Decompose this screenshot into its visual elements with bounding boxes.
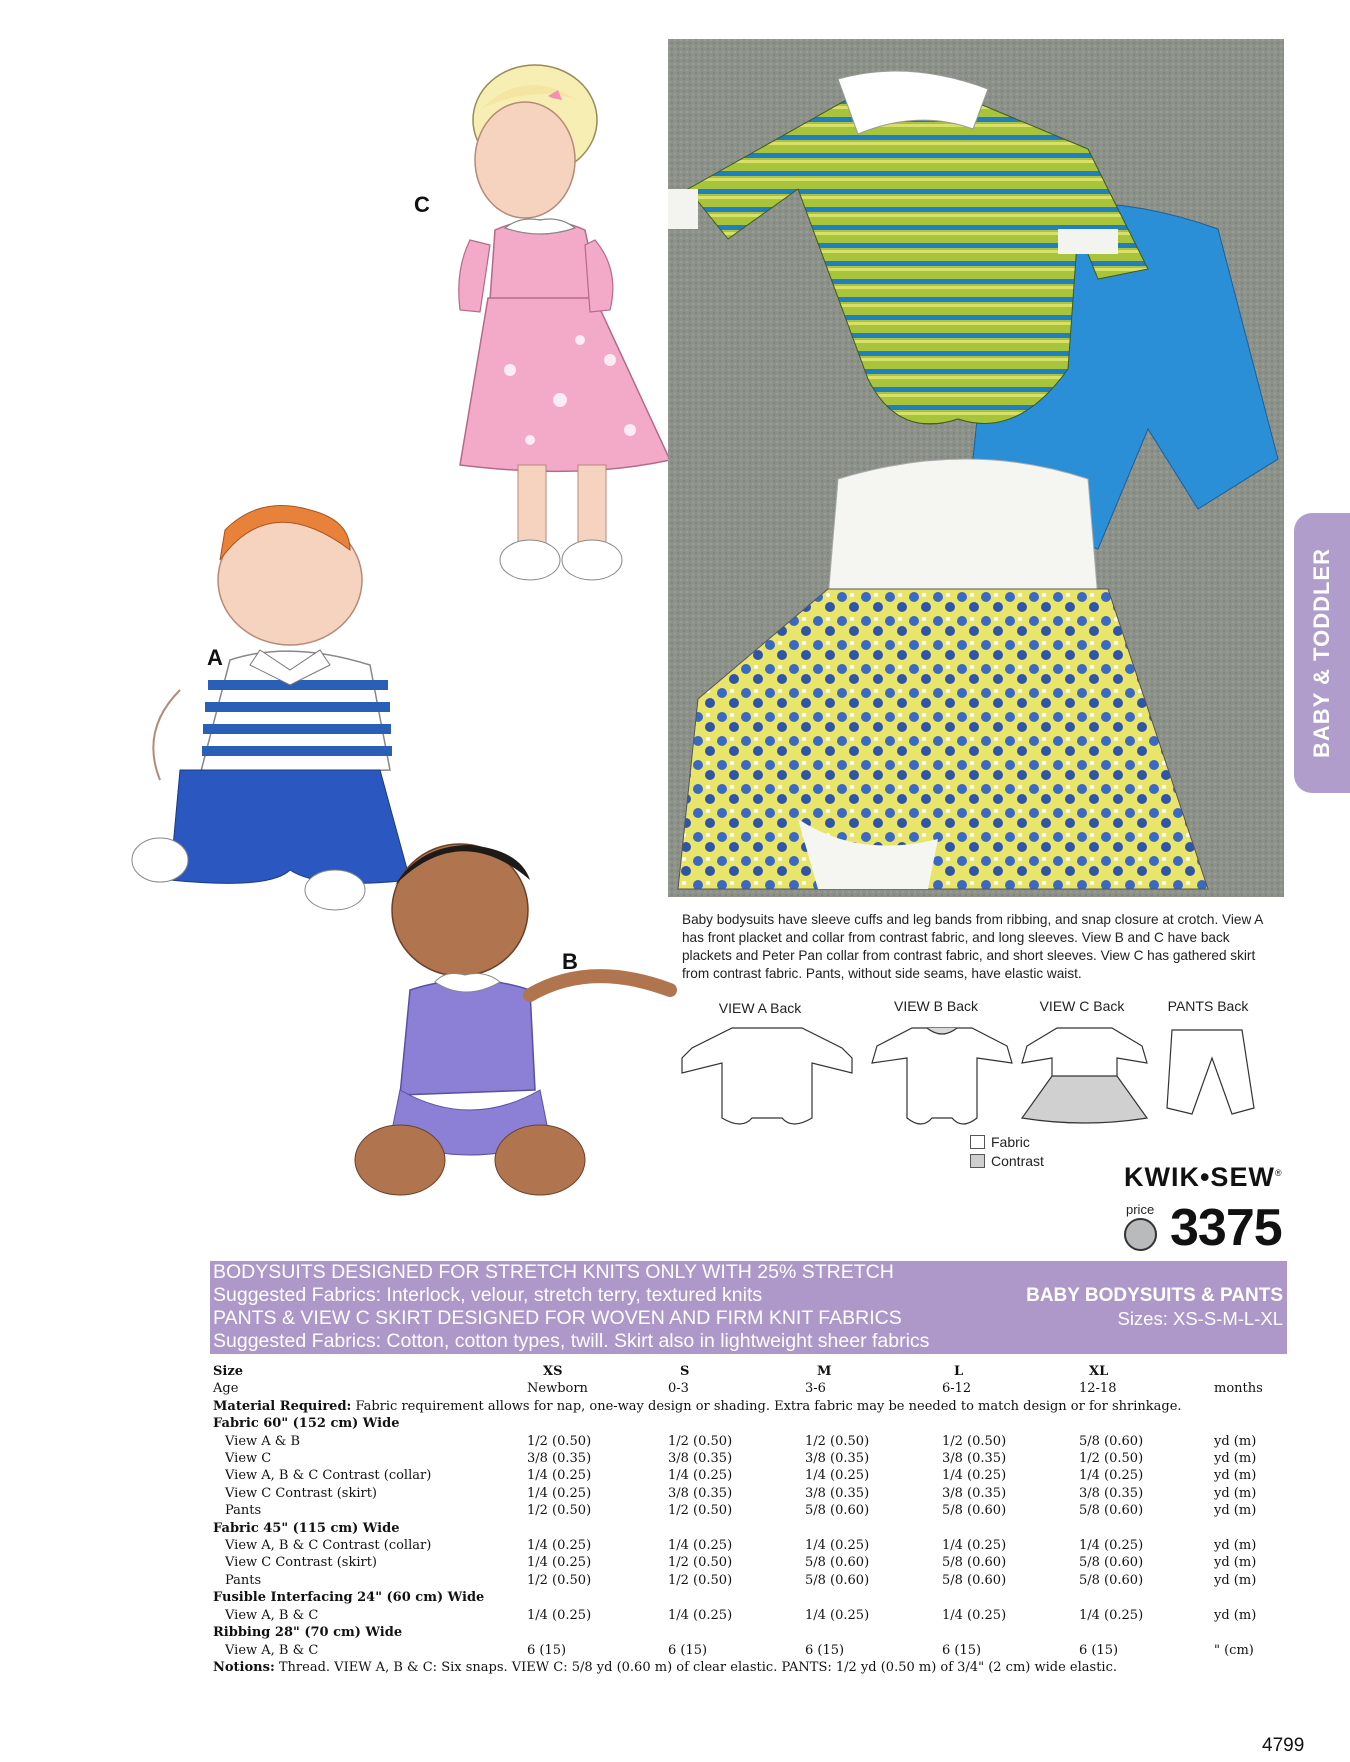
yardage-cell: 5/8 (0.60) — [1079, 1433, 1144, 1449]
pants-back-drawing — [1167, 1030, 1254, 1114]
yardage-cell: 5/8 (0.60) — [805, 1572, 870, 1588]
view-c-back-drawing — [1022, 1028, 1147, 1123]
yardage-cell: 3/8 (0.35) — [942, 1451, 1007, 1467]
banner-title-block — [1026, 1284, 1283, 1330]
notions-text: Thread. VIEW A, B & C: Six snaps. VIEW C: 5/8 yd (0.60 m) of clear elastic. PANTS: 1/2 yd (0.50 m) of 3/4" (2 cm) wide elastic. — [278, 1659, 1117, 1675]
table-row — [213, 1642, 1314, 1659]
yardage-cell: 6 (15) — [527, 1642, 567, 1658]
yardage-cell: 1/4 (0.25) — [668, 1468, 733, 1484]
yardage-cell: 3/8 (0.35) — [942, 1485, 1007, 1501]
unit-cell: yd (m) — [1214, 1468, 1257, 1484]
view-c-back-label: VIEW C Back — [1039, 998, 1125, 1014]
yardage-cell: 6 (15) — [1079, 1642, 1119, 1658]
yardage-cell: 1/2 (0.50) — [527, 1503, 592, 1519]
yardage-cell: 1/2 (0.50) — [527, 1572, 592, 1588]
category-tab-label: BABY & TODDLER — [1309, 548, 1334, 758]
view-a-back-label: VIEW A Back — [718, 1000, 802, 1016]
brand-mark: ® — [1274, 1168, 1283, 1178]
legend-contrast — [970, 1153, 1044, 1169]
size-cell: M — [817, 1364, 832, 1379]
back-view-drawings — [672, 1018, 1292, 1138]
table-row — [213, 1485, 1314, 1502]
age-unit: months — [1214, 1381, 1263, 1397]
row-label: Pants — [225, 1503, 262, 1519]
section-title: Fabric 60" (152 cm) Wide — [213, 1416, 400, 1432]
age-cell: Newborn — [527, 1381, 588, 1397]
garment-photo — [668, 39, 1284, 897]
yardage-cell: 1/4 (0.25) — [527, 1555, 592, 1571]
table-row — [213, 1537, 1314, 1554]
yardage-cell: 5/8 (0.60) — [1079, 1555, 1144, 1571]
yardage-cell: 5/8 (0.60) — [1079, 1503, 1144, 1519]
row-label: Pants — [225, 1572, 262, 1588]
yardage-cell: 1/2 (0.50) — [668, 1572, 733, 1588]
contrast-swatch — [970, 1154, 985, 1168]
age-label: Age — [213, 1381, 239, 1397]
view-b-illustration — [340, 830, 680, 1250]
legend-fabric-label: Fabric — [991, 1134, 1030, 1150]
section-header-row — [213, 1624, 1314, 1641]
yardage-cell: 1/4 (0.25) — [805, 1538, 870, 1554]
notions-row — [213, 1659, 1314, 1676]
yardage-cell: 1/2 (0.50) — [668, 1555, 733, 1571]
yardage-cell: 1/4 (0.25) — [527, 1468, 592, 1484]
size-label: Size — [213, 1364, 243, 1379]
row-label: View A & B — [225, 1433, 301, 1449]
unit-cell: yd (m) — [1214, 1555, 1257, 1571]
yardage-cell: 1/4 (0.25) — [668, 1607, 733, 1623]
yardage-cell: 6 (15) — [942, 1642, 982, 1658]
banner-fabric-info — [213, 1261, 929, 1353]
age-cell: 0-3 — [668, 1381, 689, 1397]
yardage-cell: 5/8 (0.60) — [805, 1555, 870, 1571]
row-label: View C Contrast (skirt) — [225, 1555, 378, 1571]
view-c-letter: C — [414, 192, 430, 217]
section-header-row — [213, 1520, 1314, 1537]
yardage-cell: 3/8 (0.35) — [668, 1485, 733, 1501]
yardage-cell: 3/8 (0.35) — [805, 1451, 870, 1467]
pattern-description: Baby bodysuits have sleeve cuffs and leg bands from ribbing, and snap closure at crotch. View A has front placket and collar from contrast fabric, and long sleeves. View B and C have back plackets and Peter Pan collar from contrast fabric, and short sleeves. View C has gathered skirt from contrast fabric. Pants, without side seams, have elastic waist. — [682, 912, 1263, 981]
table-row — [213, 1450, 1314, 1467]
unit-cell: yd (m) — [1214, 1485, 1257, 1501]
unit-cell: yd (m) — [1214, 1433, 1257, 1449]
row-label: View A, B & C Contrast (collar) — [225, 1468, 432, 1484]
yardage-cell: 1/4 (0.25) — [805, 1607, 870, 1623]
price-label: price — [1126, 1202, 1155, 1217]
legend-contrast-label: Contrast — [991, 1153, 1044, 1169]
pattern-title: BABY BODYSUITS & PANTS — [1026, 1285, 1283, 1306]
table-row — [213, 1554, 1314, 1571]
brand-name: KWIK•SEW — [1124, 1162, 1275, 1192]
size-cell: XS — [543, 1364, 563, 1379]
yardage-cell: 6 (15) — [668, 1642, 708, 1658]
legend-fabric — [970, 1134, 1044, 1150]
fabric-banner — [210, 1261, 1287, 1354]
yardage-cell: 1/2 (0.50) — [805, 1433, 870, 1449]
section-title: Fabric 45" (115 cm) Wide — [213, 1520, 400, 1536]
yardage-cell: 1/4 (0.25) — [942, 1468, 1007, 1484]
legend — [970, 1134, 1044, 1169]
section-header-row — [213, 1415, 1314, 1432]
table-row — [213, 1572, 1314, 1589]
pattern-number: 3375 — [1170, 1199, 1282, 1257]
yardage-table — [213, 1363, 1314, 1676]
material-note: Fabric requirement allows for nap, one-way design or shading. Extra fabric may be needed to match design or for shrinkage. — [355, 1398, 1182, 1414]
yardage-cell: 5/8 (0.60) — [942, 1572, 1007, 1588]
yardage-cell: 3/8 (0.35) — [1079, 1485, 1144, 1501]
view-b-letter: B — [562, 949, 578, 974]
material-label: Material Required: — [213, 1398, 352, 1414]
garment-photo-image — [668, 39, 1284, 897]
unit-cell: yd (m) — [1214, 1451, 1257, 1467]
unit-cell: yd (m) — [1214, 1572, 1257, 1588]
size-cell: L — [954, 1364, 964, 1379]
yardage-cell: 3/8 (0.35) — [805, 1485, 870, 1501]
yardage-cell: 1/4 (0.25) — [942, 1538, 1007, 1554]
yardage-cell: 5/8 (0.60) — [942, 1555, 1007, 1571]
view-b-back-drawing — [872, 1028, 1012, 1124]
yardage-cell: 1/2 (0.50) — [527, 1433, 592, 1449]
row-label: View A, B & C — [225, 1642, 319, 1658]
yardage-cell: 1/4 (0.25) — [527, 1538, 592, 1554]
size-row — [213, 1363, 1314, 1380]
unit-cell: yd (m) — [1214, 1607, 1257, 1623]
yardage-cell: 1/4 (0.25) — [527, 1485, 592, 1501]
size-cell: S — [680, 1364, 690, 1379]
pattern-sizes: Sizes: XS-S-M-L-XL — [1117, 1308, 1283, 1329]
table-row — [213, 1502, 1314, 1519]
row-label: View A, B & C Contrast (collar) — [225, 1538, 432, 1554]
row-label: View C Contrast (skirt) — [225, 1485, 378, 1501]
size-cell: XL — [1089, 1364, 1109, 1379]
age-cell: 3-6 — [805, 1381, 826, 1397]
yardage-cell: 1/2 (0.50) — [668, 1503, 733, 1519]
yardage-cell: 1/2 (0.50) — [1079, 1451, 1144, 1467]
unit-cell: yd (m) — [1214, 1503, 1257, 1519]
row-label: View A, B & C — [225, 1607, 319, 1623]
yardage-cell: 1/4 (0.25) — [805, 1468, 870, 1484]
unit-cell: " (cm) — [1214, 1642, 1254, 1658]
view-b-back-label: VIEW B Back — [893, 998, 979, 1014]
unit-cell: yd (m) — [1214, 1538, 1257, 1554]
brand-logo — [1124, 1162, 1283, 1193]
yardage-cell: 1/2 (0.50) — [942, 1433, 1007, 1449]
yardage-cell: 3/8 (0.35) — [668, 1451, 733, 1467]
yardage-cell: 6 (15) — [805, 1642, 845, 1658]
yardage-cell: 1/4 (0.25) — [1079, 1468, 1144, 1484]
yardage-cell: 5/8 (0.60) — [942, 1503, 1007, 1519]
category-tab — [1294, 513, 1350, 793]
yardage-cell: 1/4 (0.25) — [942, 1607, 1007, 1623]
section-title: Fusible Interfacing 24" (60 cm) Wide — [213, 1590, 485, 1606]
banner-line-2: Suggested Fabrics: Interlock, velour, stretch terry, textured knits — [213, 1284, 763, 1306]
view-a-back-drawing — [682, 1028, 852, 1124]
page-number: 4799 — [1262, 1735, 1305, 1756]
yardage-cell: 1/4 (0.25) — [668, 1538, 733, 1554]
material-row — [213, 1398, 1314, 1415]
fabric-swatch — [970, 1135, 985, 1149]
banner-line-3: PANTS & VIEW C SKIRT DESIGNED FOR WOVEN AND FIRM KNIT FABRICS — [213, 1307, 902, 1329]
pants-back-label: PANTS Back — [1167, 998, 1249, 1014]
section-title: Ribbing 28" (70 cm) Wide — [213, 1625, 403, 1641]
table-row — [213, 1433, 1314, 1450]
yardage-cell: 1/2 (0.50) — [668, 1433, 733, 1449]
age-cell: 6-12 — [942, 1381, 972, 1397]
price-dot-icon — [1124, 1218, 1157, 1251]
yardage-cell: 1/4 (0.25) — [527, 1607, 592, 1623]
yardage-cell: 3/8 (0.35) — [527, 1451, 592, 1467]
age-row — [213, 1380, 1314, 1397]
view-a-letter: A — [207, 645, 223, 670]
table-row — [213, 1607, 1314, 1624]
age-cell: 12-18 — [1079, 1381, 1117, 1397]
row-label: View C — [225, 1451, 272, 1467]
notions-label: Notions: — [213, 1659, 275, 1675]
yardage-cell: 1/4 (0.25) — [1079, 1538, 1144, 1554]
yardage-cell: 1/4 (0.25) — [1079, 1607, 1144, 1623]
section-header-row — [213, 1589, 1314, 1606]
yardage-cell: 5/8 (0.60) — [805, 1503, 870, 1519]
table-row — [213, 1467, 1314, 1484]
banner-line-1: BODYSUITS DESIGNED FOR STRETCH KNITS ONLY WITH 25% STRETCH — [213, 1261, 894, 1283]
banner-line-4: Suggested Fabrics: Cotton, cotton types, twill. Skirt also in lightweight sheer fabrics — [213, 1330, 930, 1352]
yardage-cell: 5/8 (0.60) — [1079, 1572, 1144, 1588]
